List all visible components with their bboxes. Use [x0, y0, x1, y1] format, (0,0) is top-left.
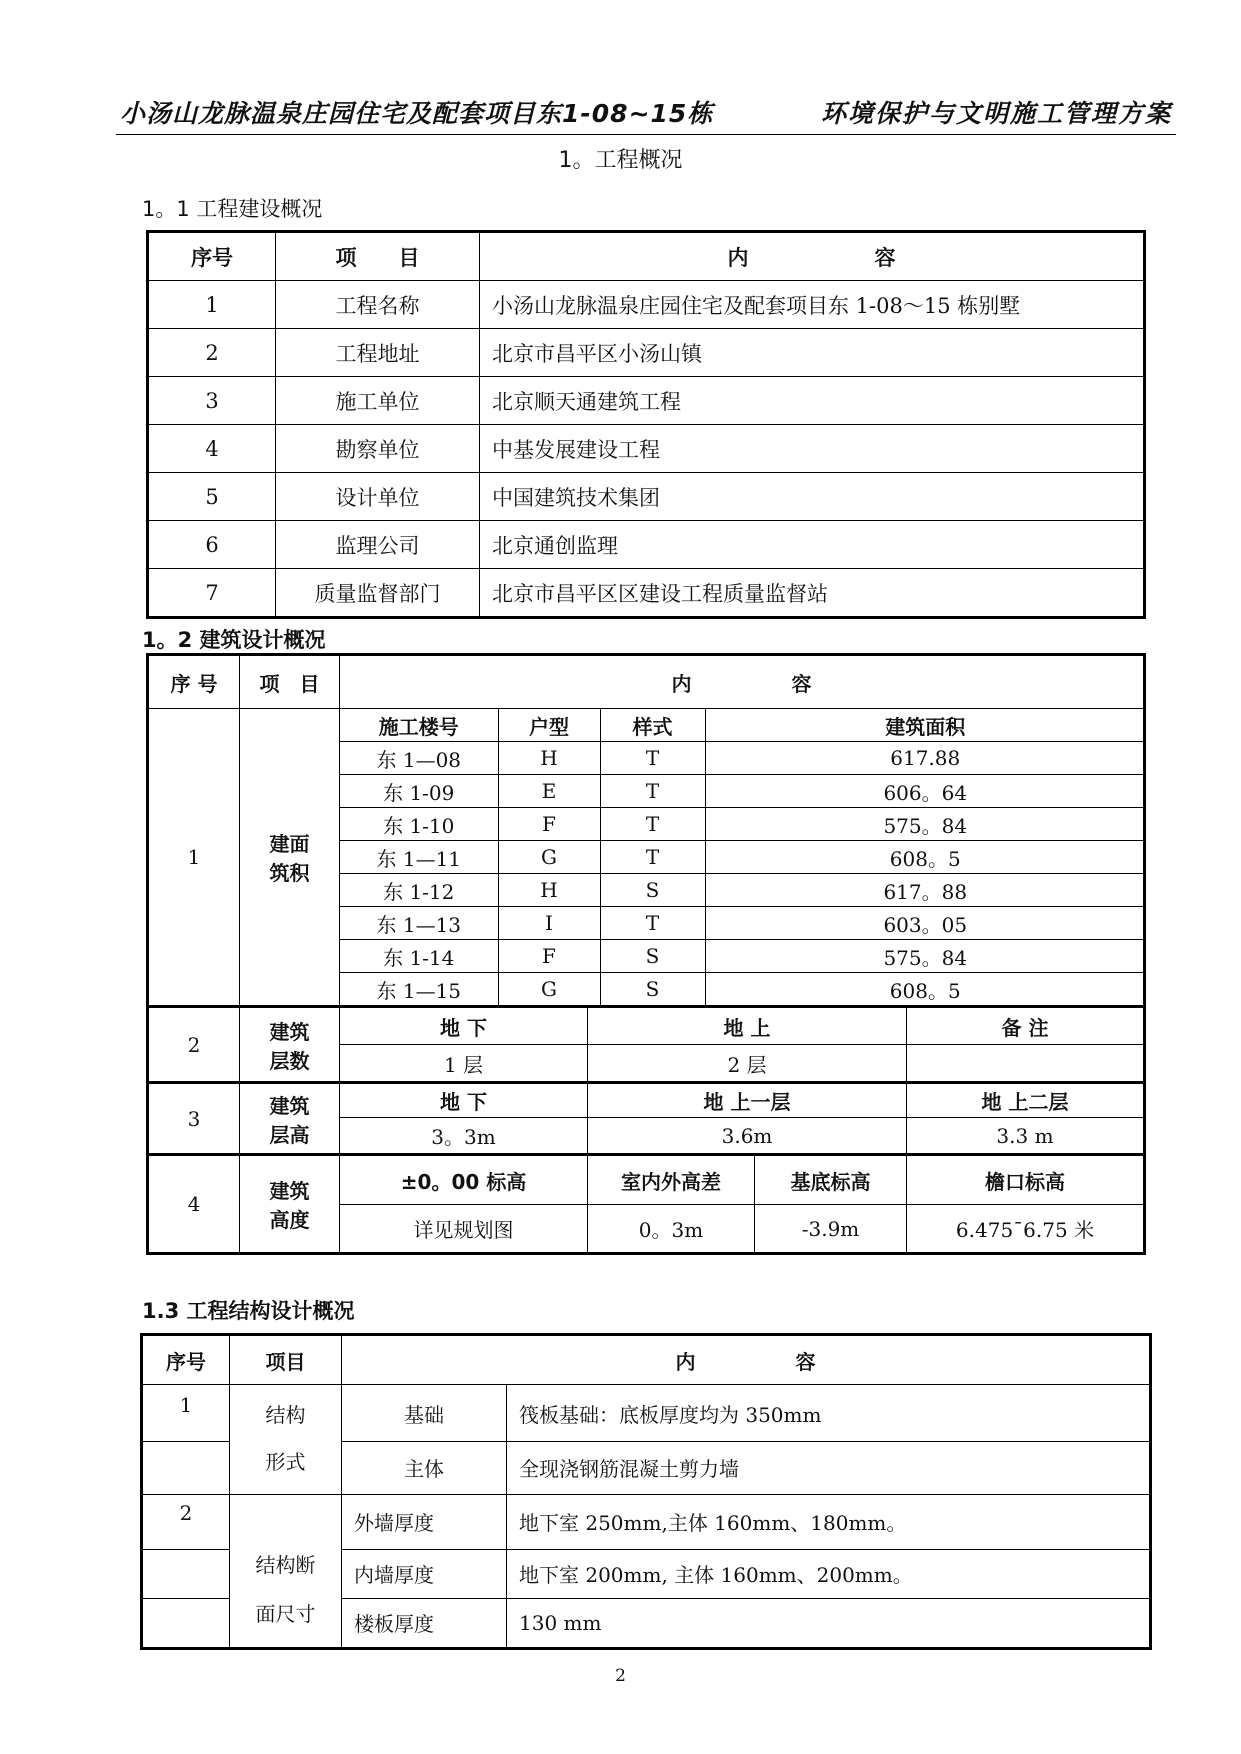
project-overview-table — [146, 230, 1146, 619]
col-header-no: 序号 — [148, 232, 276, 281]
table-row — [340, 874, 1145, 907]
cell-no — [142, 1442, 230, 1495]
col-header-no: 序 号 — [148, 655, 240, 709]
col-header-item: 项 目 — [240, 655, 340, 709]
building-no: 东 1-10 — [340, 808, 498, 841]
header-first-floor: 地 上一层 — [588, 1083, 907, 1118]
header-project-name: 小汤山龙脉温泉庄园住宅及配套项目东1-08~15栋 — [120, 99, 714, 128]
cell-item: 结构断 — [230, 1549, 342, 1598]
item-line-1: 建面 — [269, 832, 310, 856]
cell-no: 2 — [142, 1494, 230, 1549]
cell-no: 2 — [148, 1007, 240, 1083]
cell-content: 筏板基础：底板厚度均为 350mm — [507, 1385, 1151, 1442]
table-row — [142, 1549, 1151, 1598]
cell-item: 质量监督部门 — [276, 569, 480, 618]
value-underground: 1 层 — [340, 1045, 588, 1083]
value-second-floor: 3.3 m — [907, 1118, 1145, 1155]
building-area-cell — [340, 709, 1145, 1007]
table-header-row — [142, 1335, 1151, 1385]
table-row-floor-height-header — [148, 1083, 1145, 1118]
item-line-1: 建筑 — [269, 1019, 310, 1044]
cell-item: 施工单位 — [276, 377, 480, 425]
item-line-1: 建筑 — [269, 1179, 310, 1203]
col-header-no: 序号 — [142, 1335, 230, 1385]
table-row — [142, 1598, 1151, 1648]
section-1-1-heading: 1。1 工程建设概况 — [142, 197, 323, 221]
style: S — [600, 874, 705, 907]
cell-no: 3 — [148, 377, 276, 425]
header-second-floor: 地 上二层 — [907, 1083, 1145, 1118]
style: S — [600, 940, 705, 973]
cell-content: 全现浇钢筋混凝土剪力墙 — [507, 1442, 1151, 1495]
cell-no: 4 — [148, 1155, 240, 1254]
cell-no: 1 — [142, 1385, 230, 1442]
table-row — [340, 841, 1145, 874]
cell-item: 监理公司 — [276, 521, 480, 569]
style: T — [600, 742, 705, 775]
building-no: 东 1—11 — [340, 841, 498, 874]
area: 608。5 — [705, 973, 1145, 1006]
cell-item: 勘察单位 — [276, 425, 480, 473]
value-indoor-outdoor-diff: 0。3m — [588, 1205, 755, 1254]
building-no: 东 1—08 — [340, 742, 498, 775]
unit-type: G — [498, 973, 600, 1006]
cell-sub: 基础 — [342, 1385, 507, 1442]
value-zero-elevation: 详见规划图 — [340, 1205, 588, 1254]
header-zero-elevation: ±0。00 标高 — [340, 1155, 588, 1205]
item-line-2: 筑积 — [269, 861, 310, 885]
cell-item: 结构 — [230, 1385, 342, 1442]
table-row — [148, 377, 1145, 425]
cell-no: 7 — [148, 569, 276, 618]
cell-item — [240, 1083, 340, 1155]
table-row — [142, 1385, 1151, 1442]
building-area-table — [340, 709, 1145, 1005]
col-header-content: 内 容 — [340, 655, 1145, 709]
table-row — [148, 521, 1145, 569]
sub-header-row — [340, 709, 1145, 742]
cell-sub: 内墙厚度 — [342, 1549, 507, 1598]
header-base-elevation: 基底标高 — [755, 1155, 907, 1205]
style: T — [600, 808, 705, 841]
cell-item: 工程名称 — [276, 281, 480, 329]
cell-no: 6 — [148, 521, 276, 569]
header-underground: 地 下 — [340, 1083, 588, 1118]
cell-content: 地下室 200mm, 主体 160mm、200mm。 — [507, 1549, 1151, 1598]
table-row — [340, 907, 1145, 940]
col-header-item: 项目 — [230, 1335, 342, 1385]
cell-content: 地下室 250mm,主体 160mm、180mm。 — [507, 1494, 1151, 1549]
value-aboveground: 2 层 — [588, 1045, 907, 1083]
table-row-building-height-header — [148, 1155, 1145, 1205]
cell-no: 4 — [148, 425, 276, 473]
style: S — [600, 973, 705, 1006]
col-header-content: 内 容 — [480, 232, 1145, 281]
chapter-title: 1。工程概况 — [558, 148, 683, 173]
area: 617.88 — [705, 742, 1145, 775]
table-row — [148, 569, 1145, 618]
value-first-floor: 3.6m — [588, 1118, 907, 1155]
cell-content: 小汤山龙脉温泉庄园住宅及配套项目东 1-08～15 栋别墅 — [480, 281, 1145, 329]
sub-header-unit-type: 户型 — [498, 709, 600, 742]
table-row-floor-area — [148, 709, 1145, 1007]
page-number: 2 — [615, 1666, 626, 1686]
cell-no — [142, 1549, 230, 1598]
cell-sub: 主体 — [342, 1442, 507, 1495]
cell-content: 北京通创监理 — [480, 521, 1145, 569]
item-line-2: 层高 — [269, 1122, 310, 1147]
cell-item — [240, 1007, 340, 1083]
cell-no: 2 — [148, 329, 276, 377]
building-no: 东 1-14 — [340, 940, 498, 973]
cell-no: 1 — [148, 709, 240, 1007]
table-row — [148, 473, 1145, 521]
cell-content: 北京顺天通建筑工程 — [480, 377, 1145, 425]
cell-no: 1 — [148, 281, 276, 329]
area: 617。88 — [705, 874, 1145, 907]
col-header-item: 项 目 — [276, 232, 480, 281]
value-remarks — [907, 1045, 1145, 1083]
table-row — [142, 1442, 1151, 1495]
table-row — [148, 281, 1145, 329]
header-eave-elevation: 檐口标高 — [907, 1155, 1145, 1205]
cell-content: 中国建筑技术集团 — [480, 473, 1145, 521]
table-row — [148, 425, 1145, 473]
table-row — [340, 973, 1145, 1006]
area: 575。84 — [705, 940, 1145, 973]
cell-no: 5 — [148, 473, 276, 521]
page-header — [116, 94, 1176, 135]
unit-type: I — [498, 907, 600, 940]
table-row — [340, 808, 1145, 841]
table-row — [340, 742, 1145, 775]
building-no: 东 1—13 — [340, 907, 498, 940]
item-line-2: 层数 — [269, 1048, 310, 1073]
sub-header-style: 样式 — [600, 709, 705, 742]
unit-type: H — [498, 742, 600, 775]
structure-design-table — [140, 1333, 1152, 1650]
cell-item — [230, 1494, 342, 1549]
cell-item — [240, 709, 340, 1007]
cell-content: 北京市昌平区区建设工程质量监督站 — [480, 569, 1145, 618]
style: T — [600, 841, 705, 874]
unit-type: H — [498, 874, 600, 907]
building-no: 东 1-09 — [340, 775, 498, 808]
cell-sub: 楼板厚度 — [342, 1598, 507, 1648]
header-remarks: 备 注 — [907, 1007, 1145, 1045]
col-header-content: 内 容 — [342, 1335, 1151, 1385]
cell-item: 面尺寸 — [230, 1598, 342, 1648]
cell-sub: 外墙厚度 — [342, 1494, 507, 1549]
area: 603。05 — [705, 907, 1145, 940]
cell-no — [142, 1598, 230, 1648]
cell-item — [240, 1155, 340, 1254]
header-indoor-outdoor-diff: 室内外高差 — [588, 1155, 755, 1205]
table-header-row — [148, 232, 1145, 281]
cell-content: 130 mm — [507, 1598, 1151, 1648]
table-row — [148, 329, 1145, 377]
building-no: 东 1—15 — [340, 973, 498, 1006]
value-eave-elevation: 6.475¯6.75 米 — [907, 1205, 1145, 1254]
area: 608。5 — [705, 841, 1145, 874]
building-no: 东 1-12 — [340, 874, 498, 907]
area: 575。84 — [705, 808, 1145, 841]
unit-type: G — [498, 841, 600, 874]
table-row — [340, 940, 1145, 973]
cell-content: 中基发展建设工程 — [480, 425, 1145, 473]
header-document-title: 环境保护与文明施工管理方案 — [820, 99, 1172, 128]
header-aboveground: 地 上 — [588, 1007, 907, 1045]
cell-item: 工程地址 — [276, 329, 480, 377]
section-1-3-heading: 1.3 工程结构设计概况 — [142, 1299, 355, 1323]
unit-type: E — [498, 775, 600, 808]
area: 606。64 — [705, 775, 1145, 808]
table-row — [340, 775, 1145, 808]
style: T — [600, 775, 705, 808]
cell-item: 设计单位 — [276, 473, 480, 521]
header-underground: 地 下 — [340, 1007, 588, 1045]
architecture-design-table — [146, 653, 1146, 1255]
value-base-elevation: -3.9m — [755, 1205, 907, 1254]
item-line-2: 高度 — [269, 1208, 310, 1232]
table-row-floor-count-header — [148, 1007, 1145, 1045]
style: T — [600, 907, 705, 940]
table-header-row — [148, 655, 1145, 709]
cell-no: 3 — [148, 1083, 240, 1155]
sub-header-area: 建筑面积 — [705, 709, 1145, 742]
value-underground: 3。3m — [340, 1118, 588, 1155]
sub-header-building-no: 施工楼号 — [340, 709, 498, 742]
cell-item: 形式 — [230, 1442, 342, 1495]
unit-type: F — [498, 940, 600, 973]
table-row — [142, 1494, 1151, 1549]
unit-type: F — [498, 808, 600, 841]
section-1-2-heading: 1。2 建筑设计概况 — [142, 628, 326, 652]
cell-content: 北京市昌平区小汤山镇 — [480, 329, 1145, 377]
item-line-1: 建筑 — [269, 1093, 310, 1118]
